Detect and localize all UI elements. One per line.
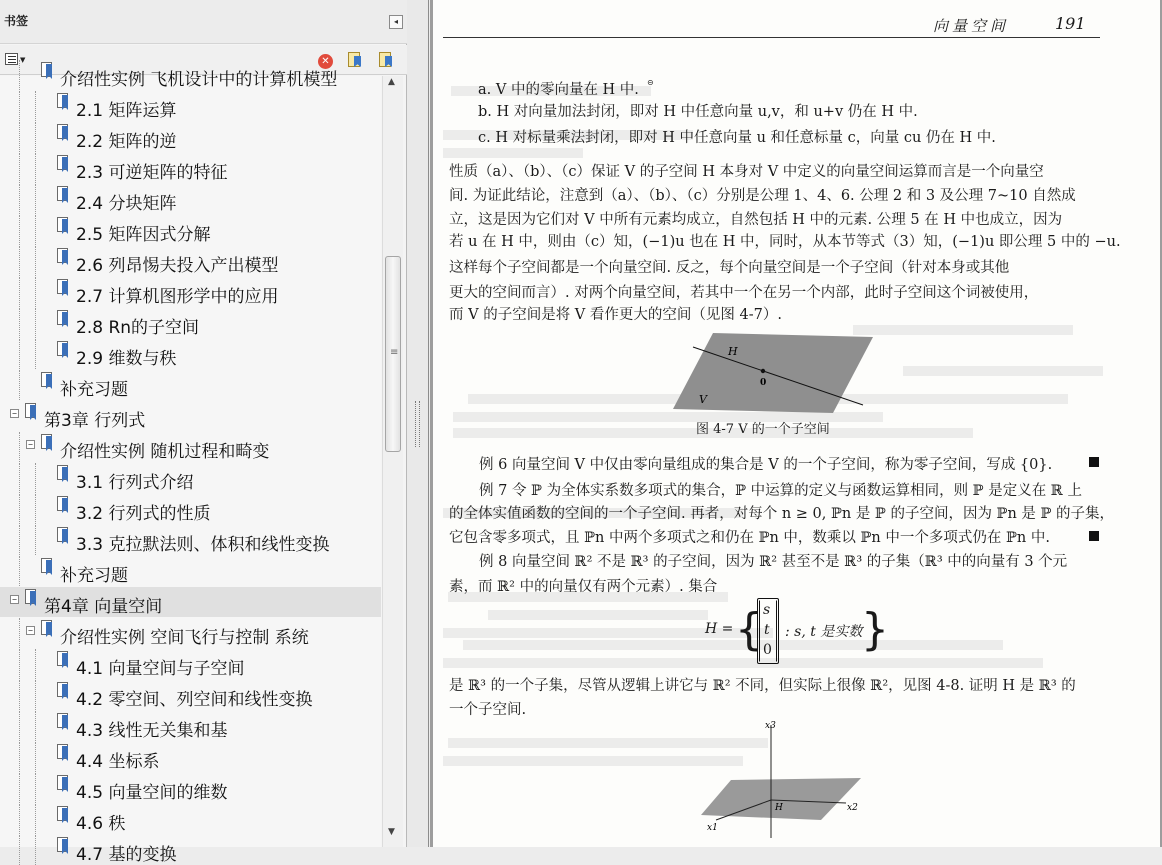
bookmark-item[interactable] bbox=[0, 122, 381, 152]
bookmark-item[interactable] bbox=[0, 804, 381, 834]
bookmarks-pane bbox=[0, 0, 407, 865]
fig48-label-x2: x2 bbox=[847, 803, 858, 813]
bookmark-icon bbox=[57, 341, 70, 359]
bookmark-label: 补充习题 bbox=[60, 566, 128, 586]
end-of-example-mark bbox=[1089, 531, 1099, 541]
bookmark-icon bbox=[25, 403, 38, 421]
bookmark-icon bbox=[57, 93, 70, 111]
bookmark-item[interactable] bbox=[0, 277, 381, 307]
text-line: c. H 对标量乘法封闭，即对 H 中任意向量 u 和任意标量 c，向量 cu 仍在 H 中. bbox=[478, 130, 996, 146]
bookmark-label: 4.5 向量空间的维数 bbox=[76, 783, 228, 803]
bookmark-tree bbox=[0, 70, 381, 865]
bookmark-item[interactable] bbox=[0, 742, 381, 772]
bookmark-icon bbox=[57, 248, 70, 266]
bookmark-icon bbox=[57, 775, 70, 793]
header-rule bbox=[443, 37, 1100, 38]
text-line: b. H 对向量加法封闭，即对 H 中任意向量 u,v，和 u+v 仍在 H 中. bbox=[478, 104, 918, 120]
set-H-lhs: H = bbox=[705, 621, 734, 637]
bookmark-icon bbox=[57, 837, 70, 855]
bookmark-icon bbox=[57, 651, 70, 669]
bookmark-icon bbox=[41, 558, 54, 576]
bookmark-item[interactable] bbox=[0, 339, 381, 369]
set-H-definition: H = { s t 0 : s, t 是实数 } bbox=[703, 596, 873, 666]
vector-entry-0: 0 bbox=[763, 642, 772, 658]
fig48-label-x1: x1 bbox=[707, 823, 718, 833]
collapse-toggle[interactable]: − bbox=[10, 409, 19, 418]
bookmark-icon bbox=[25, 589, 38, 607]
bookmark-item[interactable] bbox=[0, 649, 381, 679]
bookmark-icon bbox=[57, 806, 70, 824]
bookmark-item[interactable] bbox=[0, 370, 381, 400]
bookmark-item[interactable] bbox=[0, 680, 381, 710]
bookmark-item[interactable] bbox=[0, 773, 381, 803]
bookmark-label: 2.9 维数与秩 bbox=[76, 349, 177, 369]
fig47-label-V: V bbox=[699, 393, 707, 406]
bookmark-icon bbox=[57, 713, 70, 731]
text-line: 素，而 ℝ² 中的向量仅有两个元素）. 集合 bbox=[449, 579, 718, 595]
bookmark-label: 第4章 向量空间 bbox=[44, 597, 163, 617]
bookmark-item[interactable] bbox=[0, 494, 381, 524]
fig48-label-H: H bbox=[775, 803, 783, 813]
bookmark-icon bbox=[57, 279, 70, 297]
bookmark-item[interactable] bbox=[0, 153, 381, 183]
pane-splitter[interactable] bbox=[407, 0, 429, 847]
bookmark-icon bbox=[57, 310, 70, 328]
collapse-toggle[interactable]: − bbox=[26, 626, 35, 635]
origin-dot bbox=[761, 369, 765, 373]
bookmark-item[interactable] bbox=[0, 91, 381, 121]
text-line: 它包含零多项式，且 ℙn 中两个多项式之和仍在 ℙn 中，数乘以 ℙn 中一个多项式仍在 ℙn 中. bbox=[449, 530, 1050, 546]
bookmark-item[interactable] bbox=[0, 587, 381, 617]
bookmark-item[interactable] bbox=[0, 246, 381, 276]
bookmark-item[interactable] bbox=[0, 463, 381, 493]
bookmark-label: 2.3 可逆矩阵的特征 bbox=[76, 163, 228, 183]
bookmark-label: 2.1 矩阵运算 bbox=[76, 101, 177, 121]
figure-4-7-caption: 图 4-7 V 的一个子空间 bbox=[696, 422, 830, 437]
bookmark-icon bbox=[57, 465, 70, 483]
bookmark-label: 3.3 克拉默法则、体积和线性变换 bbox=[76, 535, 330, 555]
bookmark-label: 2.8 Rn的子空间 bbox=[76, 318, 200, 338]
text-line: 的全体实值函数的空间的一个子空间. 再者，对每个 n ≥ 0, ℙn 是 ℙ 的子空间，因为 ℙn 是 ℙ 的子集， bbox=[449, 506, 1115, 522]
collapse-toggle[interactable]: − bbox=[26, 440, 35, 449]
fig48-label-x3: x3 bbox=[765, 721, 776, 731]
bookmark-item[interactable] bbox=[0, 215, 381, 245]
text-line: 若 u 在 H 中，则由（c）知，(−1)u 也在 H 中，同时，从本节等式（3）知，(−1)u 即公理 5 中的 −u. bbox=[449, 234, 1121, 250]
scroll-up-icon[interactable]: ▲ bbox=[388, 77, 395, 87]
end-of-example-mark bbox=[1089, 457, 1099, 467]
scroll-down-icon[interactable]: ▼ bbox=[388, 827, 395, 837]
bookmark-icon bbox=[41, 434, 54, 452]
bookmark-icon bbox=[41, 62, 54, 80]
delete-bookmark-button[interactable]: ✕ bbox=[318, 54, 333, 69]
bookmark-icon bbox=[57, 527, 70, 545]
bookmark-item[interactable] bbox=[0, 835, 381, 865]
bookmark-label: 介绍性实例 随机过程和畸变 bbox=[60, 442, 270, 462]
text-line: 例 6 向量空间 V 中仅由零向量组成的集合是 V 的一个子空间，称为零子空间，写成 {0}. bbox=[479, 457, 1053, 473]
bookmark-label: 2.2 矩阵的逆 bbox=[76, 132, 177, 152]
scrollbar-thumb[interactable]: ≡ bbox=[385, 256, 401, 452]
vector-entry-t: t bbox=[764, 622, 770, 638]
bookmark-label: 4.7 基的变换 bbox=[76, 845, 177, 865]
set-H-condition: : s, t 是实数 bbox=[785, 624, 863, 640]
bookmark-label: 2.6 列昂惕夫投入产出模型 bbox=[76, 256, 279, 276]
text-line: 一个子空间. bbox=[449, 702, 527, 718]
bookmark-label: 2.7 计算机图形学中的应用 bbox=[76, 287, 279, 307]
bookmark-label: 2.4 分块矩阵 bbox=[76, 194, 177, 214]
bookmark-item[interactable] bbox=[0, 556, 381, 586]
figure-4-8 bbox=[701, 720, 871, 840]
bookmark-label: 4.1 向量空间与子空间 bbox=[76, 659, 245, 679]
bookmark-label: 4.4 坐标系 bbox=[76, 752, 160, 772]
bookmark-item[interactable] bbox=[0, 711, 381, 741]
text-line: a. V 中的零向量在 H 中. bbox=[478, 82, 639, 98]
text-line: 而 V 的子空间是将 V 看作更大的空间（见图 4-7）. bbox=[449, 307, 782, 323]
page-number: 191 bbox=[1055, 14, 1086, 33]
bookmarks-title: 书签 bbox=[4, 14, 29, 28]
fig47-label-H: H bbox=[728, 345, 738, 358]
fig47-label-0: 0 bbox=[760, 378, 767, 388]
text-line: 是 ℝ³ 的一个子集，尽管从逻辑上讲它与 ℝ² 不同，但实际上很像 ℝ²，见图 4-8. 证明 H 是 ℝ³ 的 bbox=[449, 678, 1076, 694]
text-line: 例 7 令 ℙ 为全体实系数多项式的集合，ℙ 中运算的定义与函数运算相同，则 ℙ 是定义在 ℝ 上 bbox=[479, 483, 1082, 499]
bookmark-label: 3.2 行列式的性质 bbox=[76, 504, 211, 524]
collapse-toggle[interactable]: − bbox=[10, 595, 19, 604]
bookmark-icon bbox=[41, 372, 54, 390]
bookmark-icon bbox=[57, 124, 70, 142]
bookmark-label: 3.1 行列式介绍 bbox=[76, 473, 194, 493]
text-line: 间. 为证此结论，注意到（a）、（b）、（c）分别是公理 1、4、6. 公理 2 和 3 及公理 7~10 自然成 bbox=[449, 188, 1076, 204]
running-head: 向量空间 bbox=[933, 17, 1010, 35]
footnote-mark: ⊝ bbox=[647, 78, 654, 87]
bookmark-item[interactable] bbox=[0, 432, 381, 462]
bookmark-label: 介绍性实例 飞机设计中的计算机模型 bbox=[60, 70, 338, 90]
bookmark-icon bbox=[41, 620, 54, 638]
bookmark-icon bbox=[57, 496, 70, 514]
bookmark-item[interactable] bbox=[0, 618, 381, 648]
bookmark-item[interactable] bbox=[0, 184, 381, 214]
bookmark-item[interactable] bbox=[0, 401, 381, 431]
document-page bbox=[433, 0, 1160, 847]
bookmark-label: 4.3 线性无关集和基 bbox=[76, 721, 228, 741]
bookmark-icon bbox=[57, 744, 70, 762]
bookmark-label: 第3章 行列式 bbox=[44, 411, 146, 431]
collapse-pane-button[interactable]: ◂ bbox=[389, 15, 403, 29]
bookmark-icon bbox=[57, 217, 70, 235]
bookmark-label: 介绍性实例 空间飞行与控制 系统 bbox=[60, 628, 309, 648]
vector-entry-s: s bbox=[763, 602, 771, 618]
bookmark-label: 2.5 矩阵因式分解 bbox=[76, 225, 211, 245]
text-line: 例 8 向量空间 ℝ² 不是 ℝ³ 的子空间，因为 ℝ² 甚至不是 ℝ³ 的子集（ℝ³ 中的向量有 3 个元 bbox=[479, 554, 1068, 570]
bookmarks-header bbox=[0, 0, 407, 44]
bookmark-item[interactable] bbox=[0, 60, 381, 90]
text-line: 更大的空间而言）. 对两个向量空间，若其中一个在另一个内部，此时子空间这个词被使用， bbox=[449, 285, 1039, 301]
bookmark-item[interactable] bbox=[0, 308, 381, 338]
bookmarks-scrollbar[interactable] bbox=[382, 76, 403, 847]
bookmark-icon bbox=[57, 186, 70, 204]
bookmark-label: 4.6 秩 bbox=[76, 814, 126, 834]
bookmark-label: 4.2 零空间、列空间和线性变换 bbox=[76, 690, 313, 710]
text-line: 性质（a）、（b）、（c）保证 V 的子空间 H 本身对 V 中定义的向量空间运算而言是一个向量空 bbox=[449, 164, 1044, 180]
bookmark-icon bbox=[57, 155, 70, 173]
figure-4-7 bbox=[673, 333, 873, 413]
bookmark-icon bbox=[57, 682, 70, 700]
bookmark-item[interactable] bbox=[0, 525, 381, 555]
text-line: 这样每个子空间都是一个向量空间. 反之，每个向量空间是一个子空间（针对本身或其他 bbox=[449, 260, 1010, 276]
plane-H-shape bbox=[701, 778, 861, 820]
text-line: 立，这是因为它们对 V 中所有元素均成立，自然包括 H 中的元素. 公理 5 在 H 中也成立，因为 bbox=[449, 212, 1063, 228]
chevron-down-icon: ▼ bbox=[20, 56, 26, 64]
bookmark-label: 补充习题 bbox=[60, 380, 128, 400]
